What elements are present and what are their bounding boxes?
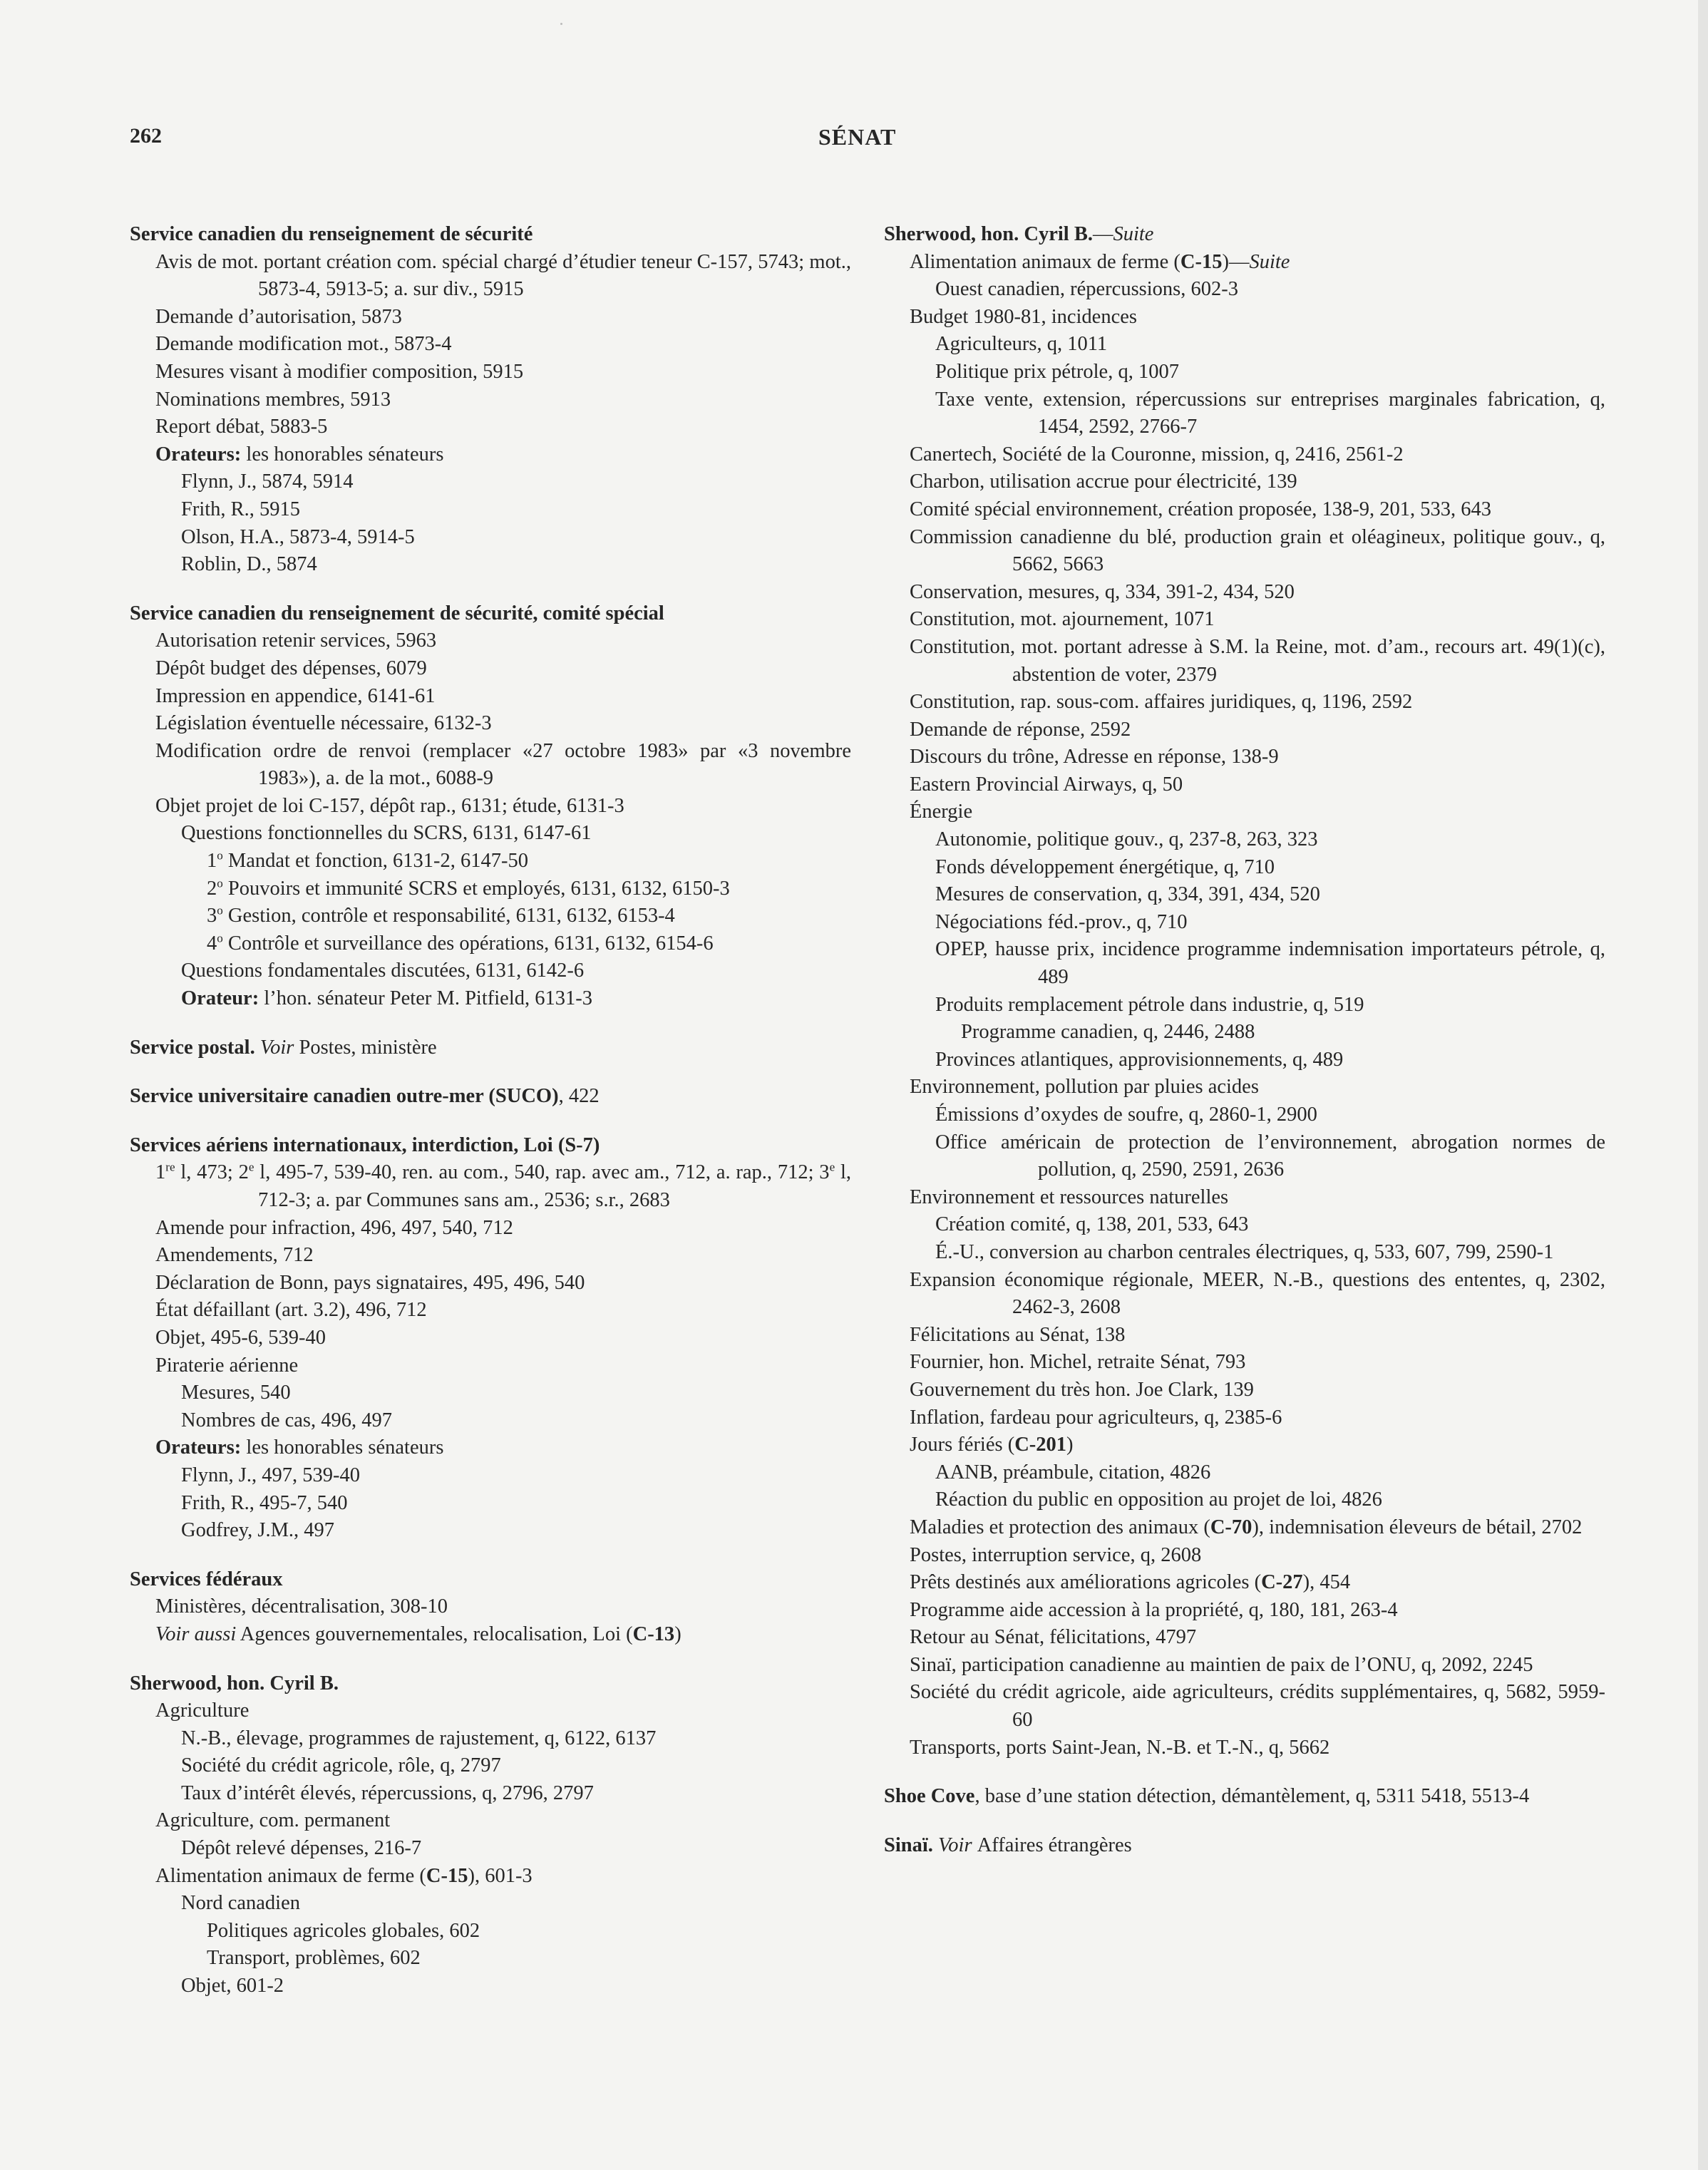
subentry-line: 3$^o$ Gestion, contrôle et responsabilité, 6131, 6132, 6153-4	[207, 903, 675, 927]
index-column-left	[130, 221, 851, 2022]
subentry-line: Transport, problèmes, 602	[207, 1947, 421, 1970]
subentry-line: Modification ordre de renvoi (remplacer «27 octobre 1983» par «3 novembre 1983»), a. de la mot., 6088-9	[155, 739, 851, 790]
subentry-line: Frith, R., 5915	[181, 498, 301, 520]
subentry-line: Flynn, J., 497, 539-40	[181, 1464, 360, 1486]
subentry-line: Budget 1980-81, incidences	[910, 305, 1137, 328]
subentry-line: É.-U., conversion au charbon centrales électriques, q, 533, 607, 799, 2590-1	[935, 1240, 1554, 1263]
subentry-line: Mesures visant à modifier composition, 5915	[155, 360, 524, 383]
subentry-line: Société du crédit agricole, rôle, q, 2797	[181, 1754, 501, 1777]
subentry-line: Canertech, Société de la Couronne, mission, q, 2416, 2561-2	[910, 443, 1404, 466]
subentry-line: Transports, ports Saint-Jean, N.-B. et T.-N., q, 5662	[910, 1736, 1330, 1759]
index-entry	[130, 1083, 851, 1111]
entry-heading: Sherwood, hon. Cyril B.—Suite	[884, 223, 1154, 245]
subentry-line: N.-B., élevage, programmes de rajustement, q, 6122, 6137	[181, 1727, 657, 1749]
index-entry	[130, 1566, 851, 1649]
subentry-line: Programme canadien, q, 2446, 2488	[961, 1021, 1255, 1044]
subentry-line: Mesures de conservation, q, 334, 391, 434, 520	[935, 883, 1320, 906]
subentry-line: Demande de réponse, 2592	[910, 718, 1131, 741]
subentry-line: Constitution, mot. ajournement, 1071	[910, 608, 1215, 631]
subentry-line: Négociations féd.-prov., q, 710	[935, 910, 1188, 933]
subentry-line: Orateurs: les honorables sénateurs	[155, 1436, 444, 1459]
subentry-line: Eastern Provincial Airways, q, 50	[910, 773, 1183, 796]
subentry-line: Environnement, pollution par pluies acides	[910, 1076, 1259, 1099]
subentry-line: Voir aussi Agences gouvernementales, relocalisation, Loi (C-13)	[155, 1623, 681, 1645]
subentry-line: Agriculture, com. permanent	[155, 1809, 391, 1832]
subentry-line: Roblin, D., 5874	[181, 553, 317, 576]
subentry-line: Politique prix pétrole, q, 1007	[935, 360, 1179, 383]
subentry-line: Législation éventuelle nécessaire, 6132-3	[155, 712, 492, 735]
subentry-line: OPEP, hausse prix, incidence programme indemnisation importateurs pétrole, q, 489	[935, 938, 1605, 989]
index-entry	[130, 221, 851, 579]
subentry-line: Réaction du public en opposition au projet de loi, 4826	[935, 1488, 1382, 1511]
subentry-line: Constitution, mot. portant adresse à S.M. la Reine, mot. d’am., recours art. 49(1)(c), abstention de voter, 2379	[910, 635, 1605, 686]
entry-heading: Service canadien du renseignement de sécurité	[130, 223, 533, 245]
subentry-line: Alimentation animaux de ferme (C-15)—Suite	[910, 250, 1290, 273]
entry-heading: Sinaï. Voir Affaires étrangères	[884, 1834, 1132, 1856]
subentry-line: Jours fériés (C-201)	[910, 1434, 1074, 1456]
page-edge	[1698, 0, 1708, 2170]
subentry-line: Amendements, 712	[155, 1244, 314, 1267]
subentry-line: Fournier, hon. Michel, retraite Sénat, 793	[910, 1351, 1246, 1374]
subentry-line: Commission canadienne du blé, production grain et oléagineux, politique gouv., q, 5662, 5663	[910, 525, 1605, 576]
subentry-line: Prêts destinés aux améliorations agricoles (C-27), 454	[910, 1571, 1351, 1594]
subentry-line: Autonomie, politique gouv., q, 237-8, 263, 323	[935, 828, 1318, 851]
subentry-line: Mesures, 540	[181, 1382, 291, 1404]
subentry-line: Programme aide accession à la propriété, q, 180, 181, 263-4	[910, 1598, 1398, 1621]
subentry-line: Orateur: l’hon. sénateur Peter M. Pitfield, 6131-3	[181, 987, 592, 1010]
subentry-line: Godfrey, J.M., 497	[181, 1519, 335, 1542]
subentry-line: Frith, R., 495-7, 540	[181, 1491, 348, 1514]
running-title: SÉNAT	[818, 124, 897, 150]
subentry-line: Questions fondamentales discutées, 6131, 6142-6	[181, 960, 585, 982]
subentry-line: Produits remplacement pétrole dans industrie, q, 519	[935, 993, 1364, 1016]
index-column-right	[884, 221, 1605, 1881]
subentry-line: Demande d’autorisation, 5873	[155, 305, 402, 328]
subentry-line: Dépôt budget des dépenses, 6079	[155, 657, 427, 679]
index-entry	[884, 221, 1605, 1762]
subentry-line: Dépôt relevé dépenses, 216-7	[181, 1837, 422, 1860]
scan-artifact	[560, 23, 562, 25]
subentry-line: Piraterie aérienne	[155, 1354, 299, 1377]
subentry-line: Sinaï, participation canadienne au maintien de paix de l’ONU, q, 2092, 2245	[910, 1653, 1533, 1676]
subentry-line: Gouvernement du très hon. Joe Clark, 139	[910, 1378, 1254, 1401]
subentry-line: Office américain de protection de l’environnement, abrogation normes de pollution, q, 2590, 2591, 2636	[935, 1131, 1605, 1181]
subentry-line: Report débat, 5883-5	[155, 416, 328, 438]
subentry-line: 4$^o$ Contrôle et surveillance des opérations, 6131, 6132, 6154-6	[207, 931, 714, 955]
entry-heading: Shoe Cove, base d’une station détection, démantèlement, q, 5311 5418, 5513-4	[884, 1785, 1530, 1808]
subentry-line: Félicitations au Sénat, 138	[910, 1323, 1126, 1346]
entry-heading: Service postal. Voir Postes, ministère	[130, 1036, 437, 1059]
subentry-line: Autorisation retenir services, 5963	[155, 629, 437, 652]
subentry-line: Taux d’intérêt élevés, répercussions, q, 2796, 2797	[181, 1781, 594, 1804]
subentry-line: Conservation, mesures, q, 334, 391-2, 434, 520	[910, 580, 1295, 603]
subentry-line: Taxe vente, extension, répercussions sur entreprises marginales fabrication, q, 1454, 2592, 2766-7	[935, 388, 1605, 438]
subentry-line: Environnement et ressources naturelles	[910, 1186, 1229, 1208]
subentry-line: Société du crédit agricole, aide agriculteurs, crédits supplémentaires, q, 5682, 5959-60	[910, 1681, 1605, 1732]
index-entry	[884, 1832, 1605, 1860]
subentry-line: Objet, 601-2	[181, 1975, 284, 1997]
subentry-line: 2$^o$ Pouvoirs et immunité SCRS et employés, 6131, 6132, 6150-3	[207, 876, 730, 900]
subentry-line: Politiques agricoles globales, 602	[207, 1919, 480, 1942]
subentry-line: Agriculteurs, q, 1011	[935, 333, 1108, 356]
subentry-line: Comité spécial environnement, création proposée, 138-9, 201, 533, 643	[910, 498, 1492, 520]
subentry-line: Discours du trône, Adresse en réponse, 138-9	[910, 746, 1279, 768]
entry-heading: Services fédéraux	[130, 1568, 283, 1590]
subentry-line: 1$^o$ Mandat et fonction, 6131-2, 6147-50	[207, 848, 529, 873]
subentry-line: Ministères, décentralisation, 308-10	[155, 1595, 448, 1618]
subentry-line: Expansion économique régionale, MEER, N.-B., questions des ententes, q, 2302, 2462-3, 2608	[910, 1268, 1605, 1319]
subentry-line: Retour au Sénat, félicitations, 4797	[910, 1626, 1197, 1649]
subentry-line: Charbon, utilisation accrue pour électricité, 139	[910, 470, 1297, 493]
subentry-line: Avis de mot. portant création com. spécial chargé d’étudier teneur C-157, 5743; mot., 5873-4, 5913-5; a. sur div., 5915	[155, 250, 851, 301]
page-number: 262	[130, 124, 162, 148]
subentry-line: Maladies et protection des animaux (C-70), indemnisation éleveurs de bétail, 2702	[910, 1516, 1583, 1538]
subentry-line: Agriculture	[155, 1700, 249, 1722]
entry-heading: Service universitaire canadien outre-mer (SUCO), 422	[130, 1085, 600, 1108]
index-entry	[130, 1034, 851, 1062]
subentry-line: Provinces atlantiques, approvisionnements, q, 489	[935, 1048, 1344, 1071]
index-entry	[130, 600, 851, 1013]
subentry-line: Alimentation animaux de ferme (C-15), 601-3	[155, 1864, 533, 1887]
subentry-line: Nominations membres, 5913	[155, 388, 391, 411]
subentry-line: Demande modification mot., 5873-4	[155, 333, 452, 356]
subentry-line: AANB, préambule, citation, 4826	[935, 1461, 1211, 1483]
entry-heading: Service canadien du renseignement de sécurité, comité spécial	[130, 602, 664, 624]
subentry-line: Flynn, J., 5874, 5914	[181, 470, 354, 493]
index-entry	[130, 1670, 851, 2000]
subentry-line: Nord canadien	[181, 1892, 300, 1915]
subentry-line: Énergie	[910, 801, 973, 823]
subentry-line: Fonds développement énergétique, q, 710	[935, 855, 1275, 878]
subentry-line: Inflation, fardeau pour agriculteurs, q, 2385-6	[910, 1406, 1282, 1429]
entry-heading: Sherwood, hon. Cyril B.	[130, 1672, 339, 1695]
subentry-line: Déclaration de Bonn, pays signataires, 495, 496, 540	[155, 1271, 585, 1294]
entry-heading: Services aériens internationaux, interdiction, Loi (S-7)	[130, 1133, 600, 1156]
subentry-line: Amende pour infraction, 496, 497, 540, 712	[155, 1216, 513, 1239]
subentry-line: Objet projet de loi C-157, dépôt rap., 6131; étude, 6131-3	[155, 794, 624, 817]
subentry-line: Orateurs: les honorables sénateurs	[155, 443, 444, 466]
subentry-line: Création comité, q, 138, 201, 533, 643	[935, 1213, 1249, 1236]
subentry-line: Postes, interruption service, q, 2608	[910, 1543, 1202, 1566]
subentry-line: Constitution, rap. sous-com. affaires juridiques, q, 1196, 2592	[910, 691, 1413, 714]
subentry-line: Olson, H.A., 5873-4, 5914-5	[181, 525, 415, 548]
index-entry	[130, 1132, 851, 1545]
subentry-line: Impression en appendice, 6141-61	[155, 684, 436, 707]
subentry-line: Émissions d’oxydes de soufre, q, 2860-1, 2900	[935, 1104, 1317, 1126]
subentry-line: État défaillant (art. 3.2), 496, 712	[155, 1299, 427, 1322]
index-entry	[884, 1783, 1605, 1811]
subentry-line: 1re l, 473; 2e l, 495-7, 539-40, ren. au com., 540, rap. avec am., 712, a. rap., 712; 3e l, 712-3; a. par Communes sans am., 2536; s.r., 2683	[155, 1160, 851, 1211]
subentry-line: Objet, 495-6, 539-40	[155, 1326, 326, 1349]
subentry-line: Questions fonctionnelles du SCRS, 6131, 6147-61	[181, 822, 592, 845]
subentry-line: Nombres de cas, 496, 497	[181, 1409, 393, 1431]
subentry-line: Ouest canadien, répercussions, 602-3	[935, 278, 1238, 301]
